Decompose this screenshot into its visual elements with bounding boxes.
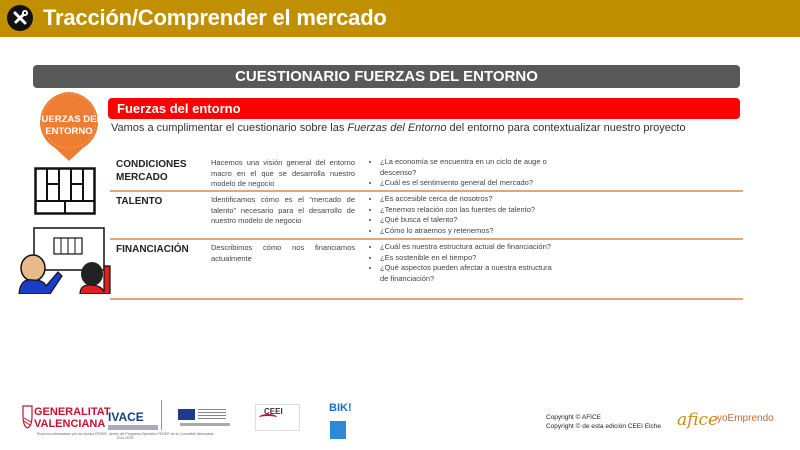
ivace-logo: IVACE	[108, 410, 144, 424]
question-item: • ¿Tenemos relación con las fuentes de talento?	[380, 205, 560, 216]
table-row	[110, 240, 743, 300]
question-item: • ¿La economía se encuentra en un ciclo de auge o descenso?	[380, 157, 560, 178]
subsection-title: Fuerzas del entorno	[117, 101, 241, 116]
eu-subtitle	[180, 423, 230, 426]
header-bar	[0, 0, 800, 37]
row-label: TALENTO	[116, 196, 163, 207]
badge-line-2: ENTORNO	[45, 126, 93, 137]
question-item: • ¿Cuál es el sentimiento general del mercado?	[380, 178, 560, 189]
question-item: • ¿Es sostenible en el tiempo?	[380, 253, 560, 264]
generalitat-logo	[34, 406, 111, 430]
ceei-logo	[255, 404, 300, 431]
row-questions	[368, 242, 560, 284]
section-title: CUESTIONARIO FUERZAS DEL ENTORNO	[33, 65, 740, 88]
intro-after: del entorno para contextualizar nuestro proyecto	[446, 122, 686, 134]
intro-before: Vamos a cumplimentar el cuestionario sobre las	[111, 122, 348, 134]
afice-logo: afice	[677, 410, 719, 430]
eu-text-logo	[198, 409, 226, 419]
copyright	[546, 413, 661, 431]
copyright-line-2: Copyright © de esta edición CEEI Elche	[546, 423, 661, 430]
bik-logo: BIK!	[329, 402, 352, 414]
table-row	[110, 192, 743, 240]
ivace-subtitle	[108, 425, 158, 430]
row-label: CONDICIONES MERCADO	[116, 159, 187, 183]
table-row	[110, 155, 743, 192]
copyright-line-1: Copyright © AFICE	[546, 414, 602, 421]
question-item: • ¿Es accesible cerca de nosotros?	[380, 194, 560, 205]
question-item: • ¿Cuál es nuestra estructura actual de financiación?	[380, 242, 560, 253]
row-description: Identificamos cómo es el “mercado de talento” necesario para el desarrollo de nuestro modelo de negocio	[211, 195, 355, 225]
badge-label	[33, 114, 105, 138]
generalitat-line-2: VALENCIANA	[34, 418, 106, 430]
funding-fineprint: Proyecto cofinanciado por los fondos FEDER, dentro del Programa Operativo FEDER de la Comunitat Valenciana 2014-2020	[36, 432, 214, 440]
intro-text	[111, 121, 686, 135]
cube-icon	[330, 421, 346, 439]
generalitat-logo-icon	[22, 405, 33, 429]
subsection-header	[108, 98, 740, 119]
row-questions	[368, 194, 560, 236]
page-title: Tracción/Comprender el mercado	[43, 5, 387, 30]
question-item: • ¿Qué busca el talento?	[380, 215, 560, 226]
intro-italic: Fuerzas del Entorno	[347, 122, 447, 134]
badge-line-1: FUERZAS DEL	[35, 114, 103, 125]
row-description: Hacemos una visión general del entorno macro en el que se desarrolla nuestro modelo de negocio	[211, 158, 355, 188]
generalitat-line-1: GENERALITAT	[34, 406, 111, 418]
question-item: • ¿Cómo lo atraemos y retenemos?	[380, 226, 560, 237]
people-working-icon	[16, 226, 112, 294]
tools-icon	[7, 5, 33, 31]
row-description: Describimos cómo nos financiamos actualmente	[211, 243, 355, 263]
yoemprendo-logo: yoEmprendo	[717, 413, 774, 424]
question-item: • ¿Qué aspectos pueden afectar a nuestra estructura de financiación?	[380, 263, 560, 284]
eu-flag-icon	[178, 409, 195, 420]
ceei-label: CEEI	[264, 407, 283, 416]
questionnaire-table	[110, 155, 743, 300]
row-questions	[368, 157, 560, 189]
canvas-icon	[34, 167, 96, 215]
footer-divider	[161, 400, 162, 430]
row-label: FINANCIACIÓN	[116, 244, 189, 255]
